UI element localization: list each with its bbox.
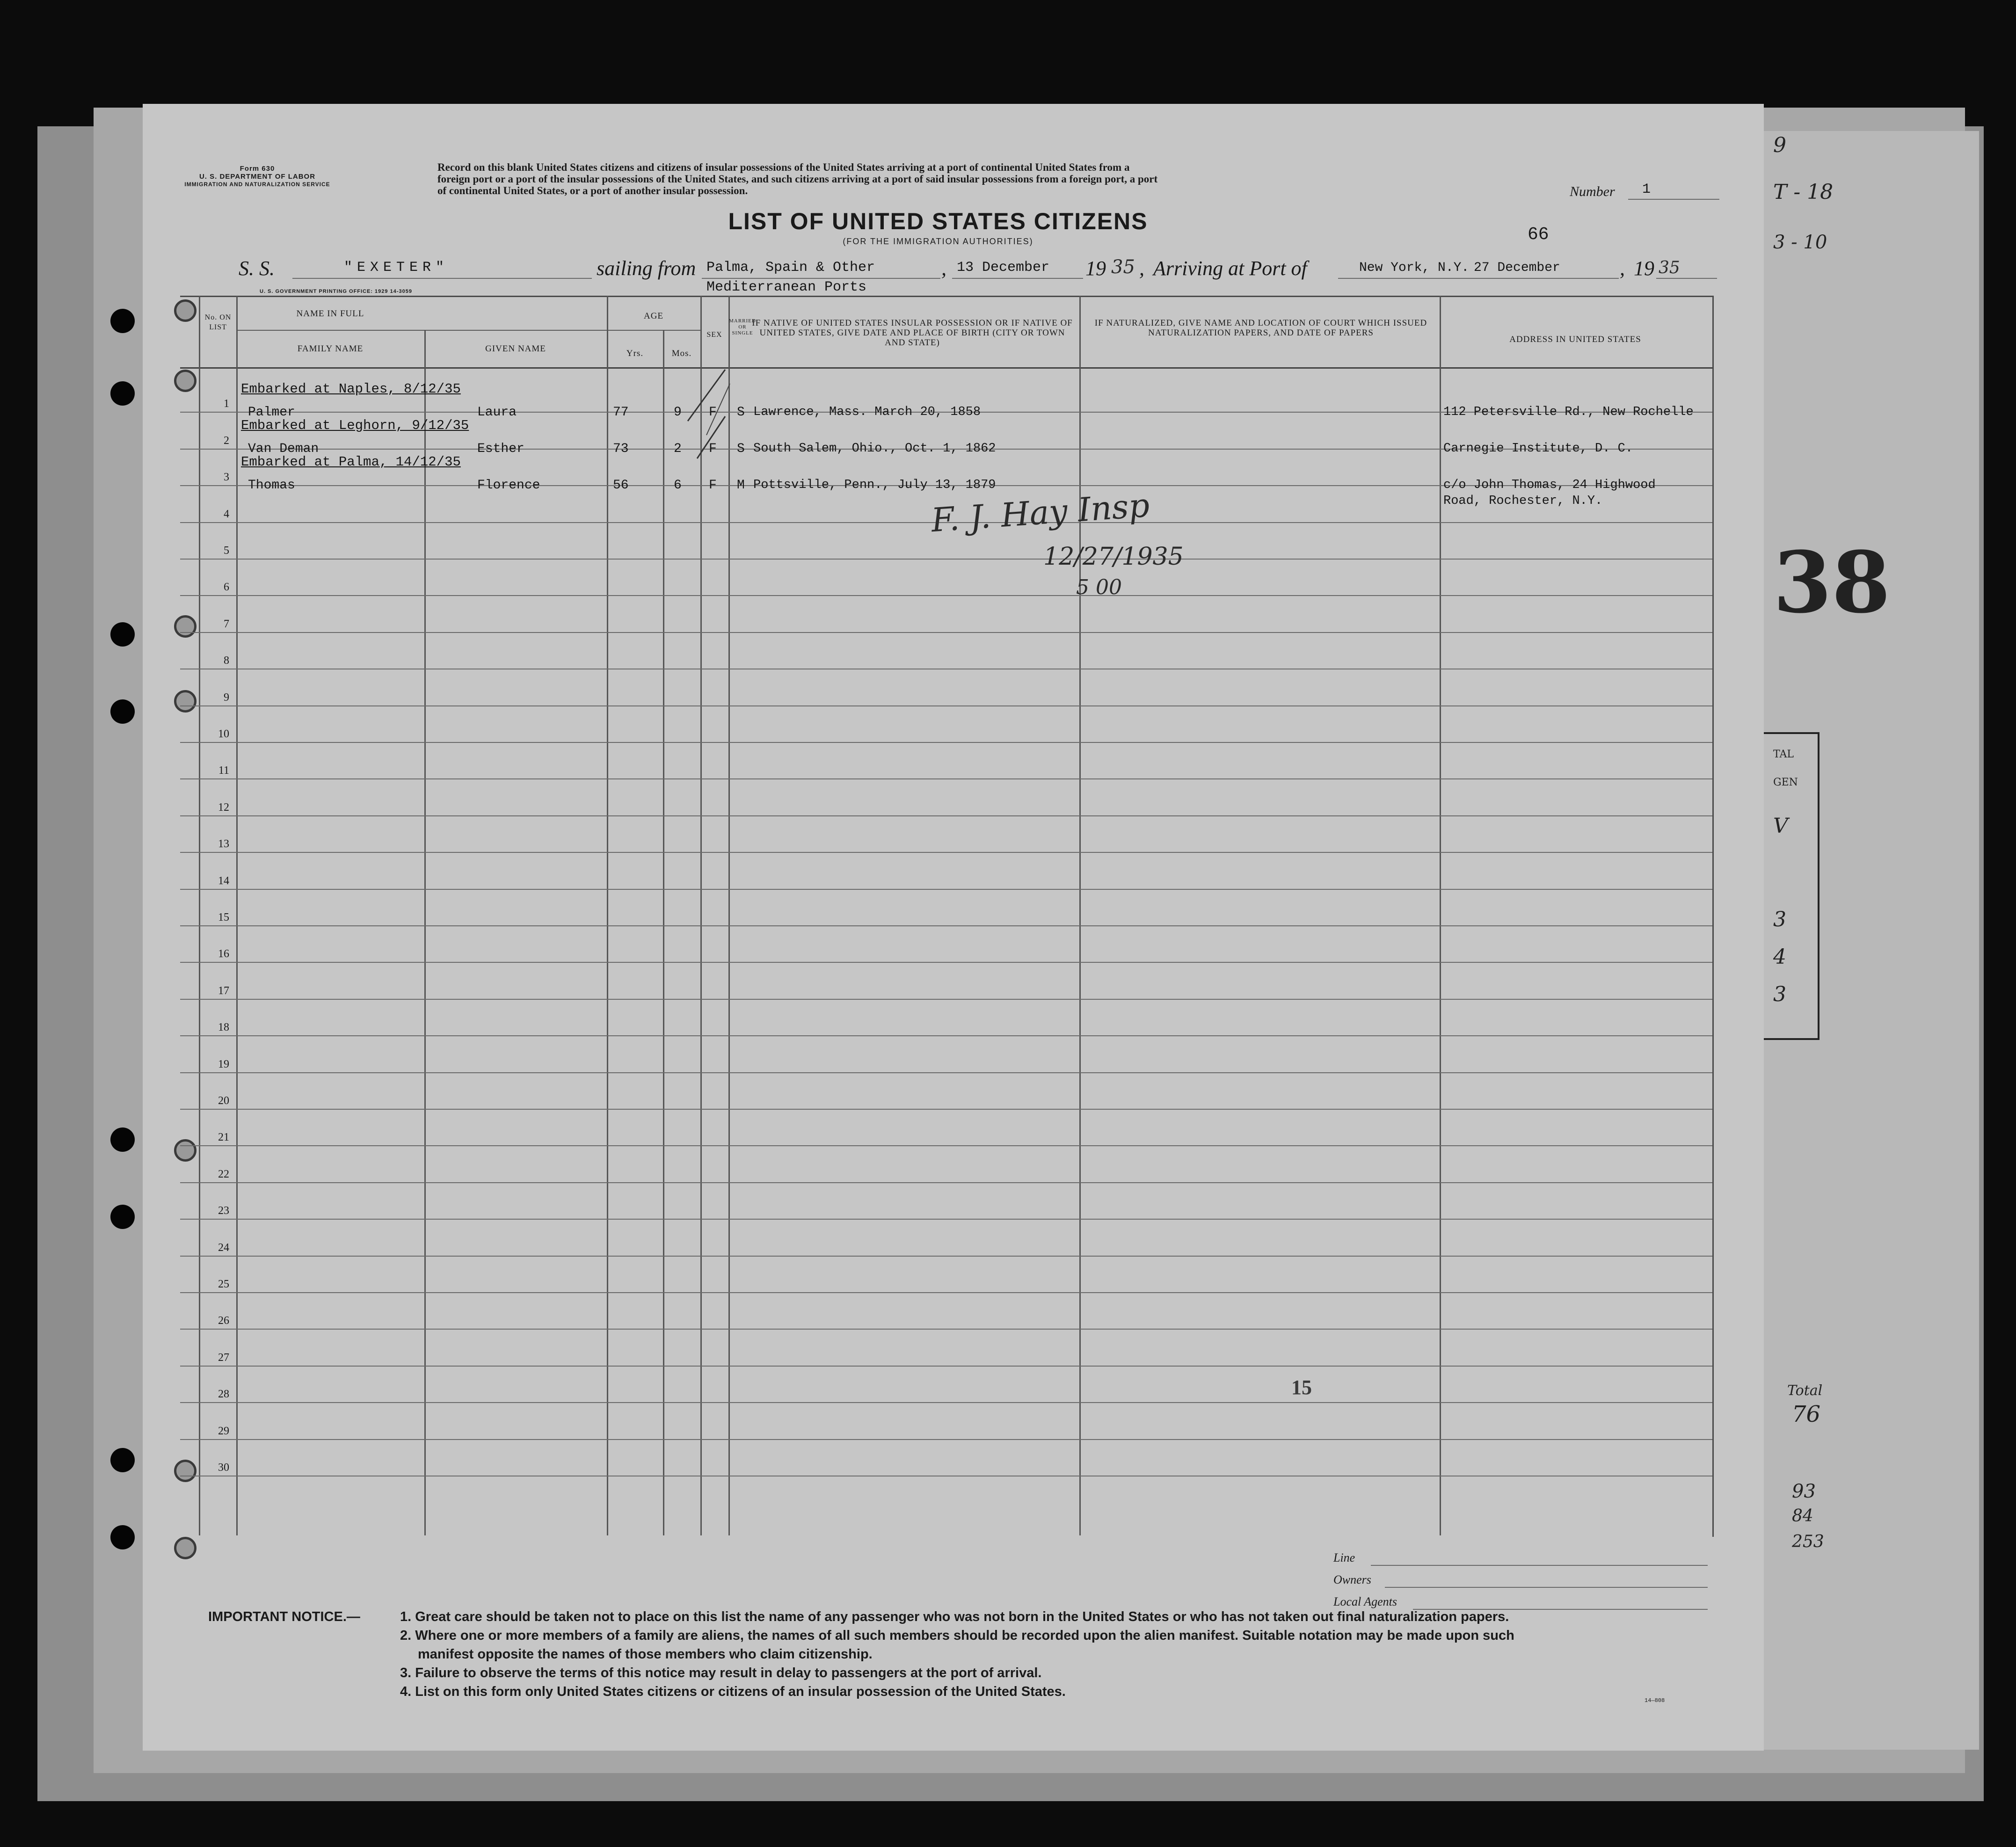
age-header-rule (607, 330, 700, 331)
arrival-year: 35 (1659, 258, 1680, 277)
row-rule (180, 1109, 1712, 1110)
passenger-given: Florence (477, 478, 540, 493)
row-rule (180, 742, 1712, 743)
header-age: AGE (643, 311, 664, 321)
sailing-from-2: Mediterranean Ports (706, 279, 867, 295)
print-code: U. S. GOVERNMENT PRINTING OFFICE: 1929 14-3059 (260, 289, 412, 294)
row-rule (180, 1439, 1712, 1440)
row-rule (180, 1219, 1712, 1220)
passenger-address: Carnegie Institute, D. C. (1443, 442, 1633, 456)
form-id (178, 165, 337, 189)
departure-date: 13 December (957, 260, 1050, 276)
embark-note: Embarked at Leghorn, 9/12/35 (241, 418, 469, 433)
passenger-address: 112 Petersville Rd., New Rochelle (1443, 405, 1694, 419)
row-number: 26 (218, 1315, 229, 1327)
embark-note: Embarked at Naples, 8/12/35 (241, 381, 461, 397)
sailing-from-label: sailing from (597, 257, 696, 280)
row-rule (180, 1366, 1712, 1367)
row-number: 5 (224, 545, 229, 557)
row-number: 4 (224, 508, 229, 520)
tally-box-mark: V (1773, 814, 1788, 838)
tally-box-mark: 3 (1773, 982, 1786, 1006)
punch-hole (110, 381, 135, 406)
col-rule (663, 330, 664, 1535)
notice-1: 1. Great care should be taken not to place on this list the name of any passenger who was not born in the United States or who has not taken out final naturalization papers. (400, 1609, 1509, 1624)
row-rule (180, 815, 1712, 816)
line-label: Line (1333, 1551, 1355, 1564)
passenger-birth: Pottsville, Penn., July 13, 1879 (753, 478, 996, 492)
punch-ring (174, 1537, 197, 1559)
notice-3: 3. Failure to observe the terms of this notice may result in delay to passengers at the port of arrival. (400, 1665, 1042, 1680)
passenger-given: Esther (477, 442, 524, 456)
row-number: 24 (218, 1241, 229, 1254)
tally-value: 84 (1792, 1506, 1813, 1526)
header-native: IF NATIVE OF UNITED STATES INSULAR POSSESSION OR IF NATIVE OF UNITED STATES, GIVE DATE AND PLACE OF BIRTH (CITY OR TOWN AND STATE) (752, 318, 1073, 348)
arrival-underline (1338, 278, 1619, 279)
row-number: 11 (218, 764, 229, 777)
row-rule (180, 925, 1712, 926)
page-stamp-15: 15 (1291, 1376, 1312, 1399)
row-number: 6 (224, 581, 229, 594)
row-number: 21 (218, 1131, 229, 1144)
row-number: 20 (218, 1095, 229, 1107)
number-label: Number (1570, 184, 1615, 199)
tally-value: 253 (1792, 1532, 1824, 1551)
header-naturalized: IF NATURALIZED, GIVE NAME AND LOCATION OF COURT WHICH ISSUED NATURALIZATION PAPERS, AND DATE OF PAPERS (1094, 318, 1427, 338)
row-number: 10 (218, 728, 229, 740)
passenger-sex: F (709, 442, 717, 456)
punch-hole (110, 309, 135, 333)
comma: , (1139, 257, 1144, 280)
year-prefix: 19 (1085, 257, 1106, 280)
row-rule (180, 1072, 1712, 1073)
passenger-family: Thomas (248, 478, 295, 493)
row-number: 15 (218, 911, 229, 924)
passenger-ms: S (737, 405, 745, 420)
col-rule (607, 296, 608, 1535)
passenger-mos: 9 (674, 405, 682, 420)
comma: , (1620, 257, 1625, 280)
row-rule (180, 999, 1712, 1000)
margin-note-1: 9 (1773, 133, 1786, 157)
row-rule (180, 632, 1712, 633)
tally-box-mark: 3 (1773, 908, 1786, 931)
col-rule (199, 296, 200, 1535)
form-code: 14—808 (1645, 1697, 1665, 1704)
row-number: 27 (218, 1351, 229, 1364)
tally-box-mark: 4 (1773, 945, 1786, 969)
comma: , (941, 257, 946, 280)
row-rule (180, 1182, 1712, 1183)
row-number: 7 (224, 618, 229, 630)
record-line: foreign port or a port of the insular possessions of the United States, and such citizens arriving at a port of said insular possessions from a foreign port, a port (437, 173, 1158, 185)
row-number: 12 (218, 801, 229, 814)
embark-note: Embarked at Palma, 14/12/35 (241, 454, 461, 470)
row-number: 22 (218, 1168, 229, 1180)
notice-4: 4. List on this form only United States citizens or citizens of an insular possession of the United States. (400, 1684, 1066, 1699)
punch-hole (110, 699, 135, 724)
row-rule (180, 1402, 1712, 1403)
number-underline (1628, 199, 1719, 200)
arriving-label: Arriving at Port of (1153, 257, 1307, 280)
row-number: 28 (218, 1388, 229, 1401)
header-sex: SEX (706, 331, 722, 339)
passenger-sex: F (709, 478, 717, 493)
total-value: 76 (1792, 1401, 1821, 1427)
passenger-yrs: 73 (613, 442, 629, 456)
row-rule (180, 1292, 1712, 1293)
passenger-ms: M (737, 478, 745, 493)
header-no-on-list: No. ON LIST (204, 313, 232, 331)
row-number: 13 (218, 838, 229, 851)
row-rule (180, 852, 1712, 853)
col-rule (1079, 296, 1081, 1535)
check-mark (688, 370, 725, 421)
row-rule (180, 1145, 1712, 1146)
row-number: 17 (218, 984, 229, 997)
total-label: Total (1787, 1382, 1823, 1399)
punch-hole (110, 1525, 135, 1549)
tally-box-mark: TAL (1773, 749, 1794, 760)
row-number: 30 (218, 1462, 229, 1474)
passenger-yrs: 77 (613, 405, 629, 420)
notice-title: IMPORTANT NOTICE.— (208, 1609, 360, 1624)
record-line: of continental United States, or a port of another insular possession. (437, 185, 748, 196)
row-rule (180, 1035, 1712, 1036)
ss-label: S. S. (239, 257, 275, 280)
punch-hole (110, 622, 135, 647)
passenger-birth: South Salem, Ohio., Oct. 1, 1862 (753, 442, 996, 456)
agents-label: Local Agents (1333, 1595, 1397, 1608)
owners-rule (1385, 1587, 1708, 1588)
row-rule (180, 889, 1712, 890)
page-subtitle: (FOR THE IMMIGRATION AUTHORITIES) (843, 237, 1033, 246)
row-number: 3 (224, 471, 229, 484)
margin-note-3: 3 - 10 (1773, 232, 1827, 253)
arrival-port: New York, N.Y. (1359, 261, 1470, 275)
tally-value: 93 (1792, 1481, 1816, 1502)
col-rule (424, 330, 426, 1535)
notice-2: 2. Where one or more members of a family are aliens, the names of all such members should be recorded upon the alien manifest. Suitable notation may be made upon such (400, 1628, 1514, 1643)
ship-name: "EXETER" (344, 260, 449, 276)
notice-2-cont: manifest opposite the names of those members who claim citizenship. (418, 1647, 873, 1662)
passenger-given: Laura (477, 405, 517, 420)
header-given-name: GIVEN NAME (485, 344, 546, 354)
number-value: 1 (1642, 182, 1651, 197)
passenger-sex: F (709, 405, 717, 420)
header-name-in-full: NAME IN FULL (296, 309, 364, 319)
name-header-rule (236, 330, 607, 331)
header-bottom-rule (180, 367, 1712, 369)
passenger-address-line2: Road, Rochester, N.Y. (1443, 494, 1603, 508)
tally-box-mark: GEN (1773, 777, 1798, 788)
inspector-signature: F. J. Hay Insp (930, 486, 1151, 540)
header-address: ADDRESS IN UNITED STATES (1509, 334, 1641, 344)
sailing-from-1: Palma, Spain & Other (706, 260, 875, 276)
service-name: IMMIGRATION AND NATURALIZATION SERVICE (184, 181, 330, 188)
row-rule (180, 595, 1712, 596)
col-rule (236, 296, 238, 1535)
row-rule (180, 1256, 1712, 1257)
row-rule (180, 1329, 1712, 1330)
row-number: 8 (224, 654, 229, 667)
punch-hole (110, 1127, 135, 1152)
row-rule (180, 559, 1712, 560)
row-number: 2 (224, 434, 229, 447)
header-yrs: Yrs. (626, 349, 644, 358)
punch-hole (110, 1205, 135, 1229)
line-rule (1371, 1565, 1708, 1566)
row-number: 1 (224, 398, 229, 410)
form-number: Form 630 (240, 165, 275, 173)
page-stamp: 66 (1528, 225, 1549, 245)
punch-hole (110, 1448, 135, 1472)
row-number: 19 (218, 1058, 229, 1070)
year-prefix: 19 (1634, 257, 1654, 280)
header-mos: Mos. (671, 349, 692, 358)
ship-underline (292, 278, 592, 279)
passenger-birth: Lawrence, Mass. March 20, 1858 (753, 405, 981, 419)
record-line: Record on this blank United States citizens and citizens of insular possessions of the United States arriving at a port of continental United States from a (437, 161, 1130, 173)
passenger-mos: 2 (674, 442, 682, 456)
passenger-mos: 6 (674, 478, 682, 493)
owners-label: Owners (1333, 1573, 1371, 1586)
check-mark (697, 416, 725, 458)
row-number: 25 (218, 1278, 229, 1290)
passenger-yrs: 56 (613, 478, 629, 493)
inspection-fee: 5 00 (1076, 575, 1122, 599)
arrival-date: 27 December (1474, 261, 1560, 275)
row-number: 14 (218, 874, 229, 887)
row-number: 16 (218, 948, 229, 960)
year-underline (1656, 278, 1717, 279)
passenger-family: Van Deman (248, 442, 319, 456)
department-name: U. S. DEPARTMENT OF LABOR (199, 173, 316, 181)
departure-year: 35 (1111, 256, 1135, 278)
row-number: 29 (218, 1425, 229, 1437)
header-family-name: FAMILY NAME (297, 344, 364, 354)
passenger-address: c/o John Thomas, 24 Highwood (1443, 478, 1656, 492)
row-number: 18 (218, 1021, 229, 1034)
col-rule (1440, 296, 1441, 1535)
record-instructions (437, 161, 1481, 196)
check-marks (655, 365, 749, 487)
row-rule (180, 778, 1712, 779)
row-rule (180, 962, 1712, 963)
row-number: 9 (224, 691, 229, 704)
departure-underline (952, 278, 1083, 279)
margin-note-2: T - 18 (1773, 180, 1834, 204)
passenger-family: Palmer (248, 405, 295, 420)
margin-total-number: 38 (1773, 533, 1891, 632)
passenger-ms: S (737, 442, 745, 456)
sailing-underline (702, 278, 940, 279)
page-title: LIST OF UNITED STATES CITIZENS (728, 208, 1148, 234)
header-married-single: MARRIED OR SINGLE (729, 318, 756, 336)
inspection-date: 12/27/1935 (1043, 543, 1184, 571)
row-rule (180, 705, 1712, 706)
row-number: 23 (218, 1205, 229, 1217)
